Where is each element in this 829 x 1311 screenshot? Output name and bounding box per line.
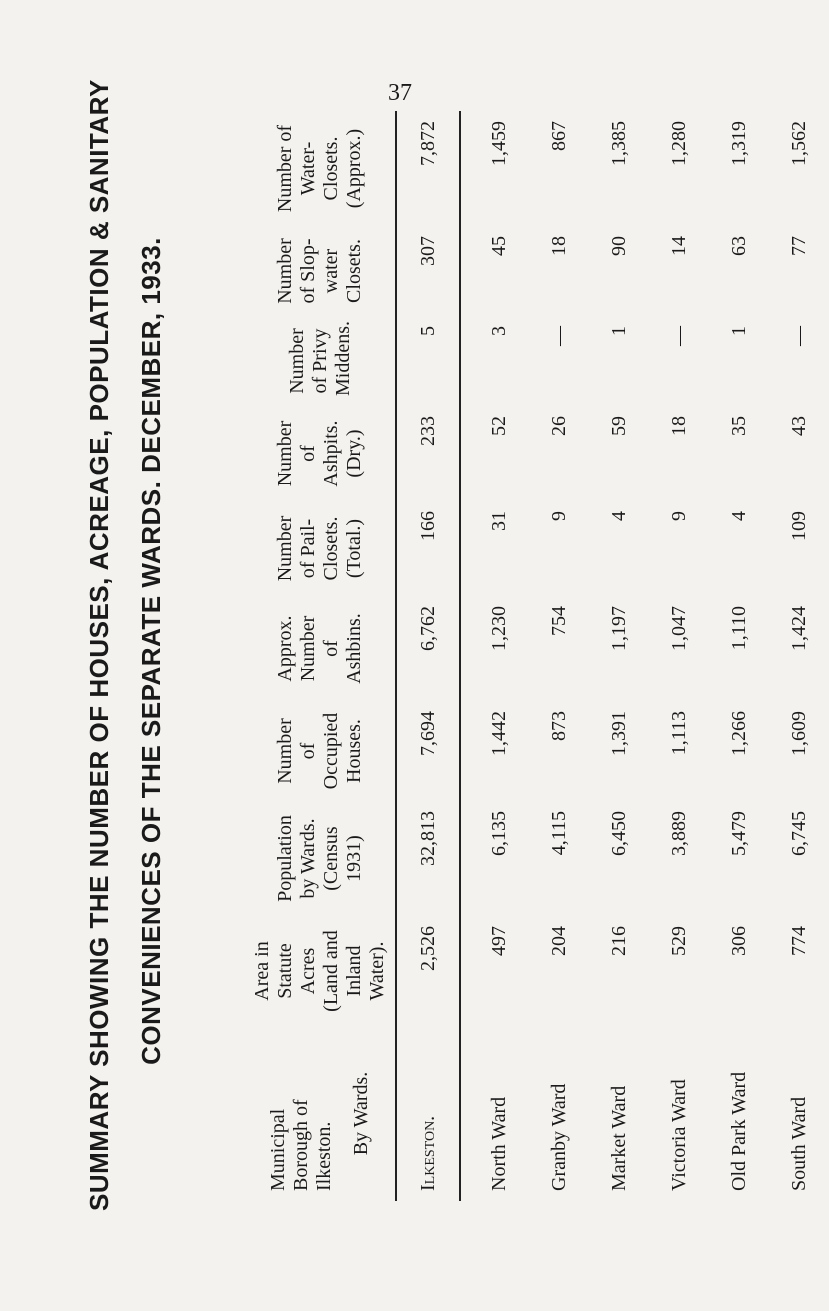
total-water-closets: 7,872 bbox=[396, 111, 460, 226]
header-privy: Number of Privy Middens. bbox=[285, 321, 354, 396]
ward-row bbox=[460, 111, 529, 1201]
total-privy: 5 bbox=[396, 316, 460, 406]
total-name: Ilkeston. bbox=[396, 1026, 460, 1201]
ward-privy: — bbox=[667, 326, 690, 346]
table-title-line-1: SUMMARY SHOWING THE NUMBER OF HOUSES, ACREAGE, POPULATION & SANITARY bbox=[84, 79, 114, 1211]
ward-privy: — bbox=[787, 326, 810, 346]
ward-ashbins: 1,197 bbox=[607, 606, 630, 651]
ward-name bbox=[649, 1026, 709, 1201]
header-ward-line1: Municipal Borough of Ilkeston. bbox=[267, 1099, 335, 1191]
header-population: Population by Wards. (Census 1931) bbox=[274, 815, 365, 902]
ward-houses: 1,391 bbox=[607, 711, 630, 756]
ward-slop-water: 90 bbox=[607, 236, 630, 256]
header-ward-line2: By Wards. bbox=[350, 1071, 372, 1156]
ward-water-closets: 1,385 bbox=[607, 121, 630, 166]
header-ashbins: Approx. Number of Ashbins. bbox=[274, 613, 365, 684]
ward-water-closets: 1,319 bbox=[727, 121, 750, 166]
ward-name bbox=[709, 1026, 769, 1201]
header-water-closets: Number of Water-Closets. (Approx.) bbox=[274, 124, 365, 213]
ward-slop-water: 18 bbox=[547, 236, 570, 256]
ward-name bbox=[529, 1026, 589, 1201]
ward-row bbox=[769, 111, 829, 1201]
ward-row bbox=[529, 111, 589, 1201]
header-pail-closets: Number of Pail-Closets. (Total.) bbox=[274, 515, 365, 582]
ward-ashbins: 1,110 bbox=[727, 606, 750, 651]
table-title-line-2: CONVENIENCES OF THE SEPARATE WARDS. DECEMBER, 1933. bbox=[136, 237, 166, 1065]
ward-acres: 306 bbox=[727, 926, 750, 956]
ward-name bbox=[460, 1026, 529, 1201]
ward-row bbox=[589, 111, 649, 1201]
total-slop-water: 307 bbox=[396, 226, 460, 316]
rotated-table-page bbox=[70, 79, 810, 1211]
ward-houses: 1,442 bbox=[487, 711, 510, 756]
ward-name-text: Victoria Ward bbox=[667, 1079, 690, 1191]
ward-pail-closets: 109 bbox=[787, 511, 810, 541]
ward-houses: 1,609 bbox=[787, 711, 810, 756]
ward-water-closets: 1,459 bbox=[487, 121, 510, 166]
ward-houses: 1,113 bbox=[667, 711, 690, 756]
ward-water-closets: 1,280 bbox=[667, 121, 690, 166]
ward-pail-closets: 9 bbox=[667, 511, 690, 521]
ward-pail-closets: 31 bbox=[487, 511, 510, 531]
ward-name bbox=[769, 1026, 829, 1201]
ward-name-text: Market Ward bbox=[607, 1085, 630, 1191]
ward-population: 5,479 bbox=[727, 811, 750, 856]
total-pail-closets: 166 bbox=[396, 501, 460, 596]
ward-population: 6,135 bbox=[487, 811, 510, 856]
ward-acres: 216 bbox=[607, 926, 630, 956]
ward-name-text: North Ward bbox=[487, 1096, 510, 1191]
total-row bbox=[396, 111, 460, 1201]
ward-row bbox=[709, 111, 769, 1201]
header-slop-water: Number of Slop-water Closets. bbox=[274, 238, 365, 304]
ward-population: 4,115 bbox=[547, 811, 570, 856]
ward-pail-closets: 4 bbox=[607, 511, 630, 521]
header-houses: Number of Occupied Houses. bbox=[274, 712, 365, 790]
ward-rows bbox=[460, 111, 829, 1201]
ward-slop-water: 14 bbox=[667, 236, 690, 256]
ward-slop-water: 45 bbox=[487, 236, 510, 256]
ward-ashpits: 35 bbox=[727, 416, 750, 436]
ward-acres: 204 bbox=[547, 926, 570, 956]
page-number: 37 bbox=[388, 80, 412, 106]
ward-ashpits: 52 bbox=[487, 416, 510, 436]
ward-ashbins: 754 bbox=[547, 606, 570, 636]
ward-pail-closets: 4 bbox=[727, 511, 750, 521]
header-ashpits: Number of Ashpits. (Dry.) bbox=[274, 420, 365, 487]
ward-population: 3,889 bbox=[667, 811, 690, 856]
ward-name-text: South Ward bbox=[787, 1096, 810, 1191]
ward-acres: 529 bbox=[667, 926, 690, 956]
ward-water-closets: 1,562 bbox=[787, 121, 810, 166]
ward-houses: 1,266 bbox=[727, 711, 750, 756]
header-acres: Area in Statute Acres (Land and Inland Water). bbox=[251, 930, 388, 1012]
ward-name-text: Granby Ward bbox=[547, 1083, 570, 1191]
ward-slop-water: 77 bbox=[787, 236, 810, 256]
ward-name bbox=[589, 1026, 649, 1201]
ward-houses: 873 bbox=[547, 711, 570, 741]
total-ashpits: 233 bbox=[396, 406, 460, 501]
ward-water-closets: 867 bbox=[547, 121, 570, 151]
summary-table bbox=[245, 111, 829, 1201]
ward-pail-closets: 9 bbox=[547, 511, 570, 521]
ward-acres: 497 bbox=[487, 926, 510, 956]
total-population: 32,813 bbox=[396, 801, 460, 916]
ward-ashpits: 18 bbox=[667, 416, 690, 436]
ward-ashbins: 1,047 bbox=[667, 606, 690, 651]
ward-privy: 1 bbox=[727, 326, 750, 336]
ward-acres: 774 bbox=[787, 926, 810, 956]
total-houses: 7,694 bbox=[396, 701, 460, 801]
total-acres: 2,526 bbox=[396, 916, 460, 1026]
ward-slop-water: 63 bbox=[727, 236, 750, 256]
ward-privy: 1 bbox=[607, 326, 630, 336]
ward-privy: 3 bbox=[487, 326, 510, 336]
header-row bbox=[245, 111, 396, 1201]
ward-ashbins: 1,424 bbox=[787, 606, 810, 651]
ward-ashpits: 59 bbox=[607, 416, 630, 436]
ward-privy: — bbox=[547, 326, 570, 346]
ward-ashpits: 43 bbox=[787, 416, 810, 436]
ward-row bbox=[649, 111, 709, 1201]
header-ward bbox=[245, 1026, 396, 1201]
ward-population: 6,745 bbox=[787, 811, 810, 856]
ward-name-text: Old Park Ward bbox=[727, 1071, 750, 1191]
total-ashbins: 6,762 bbox=[396, 596, 460, 701]
ward-ashpits: 26 bbox=[547, 416, 570, 436]
ward-population: 6,450 bbox=[607, 811, 630, 856]
ward-ashbins: 1,230 bbox=[487, 606, 510, 651]
